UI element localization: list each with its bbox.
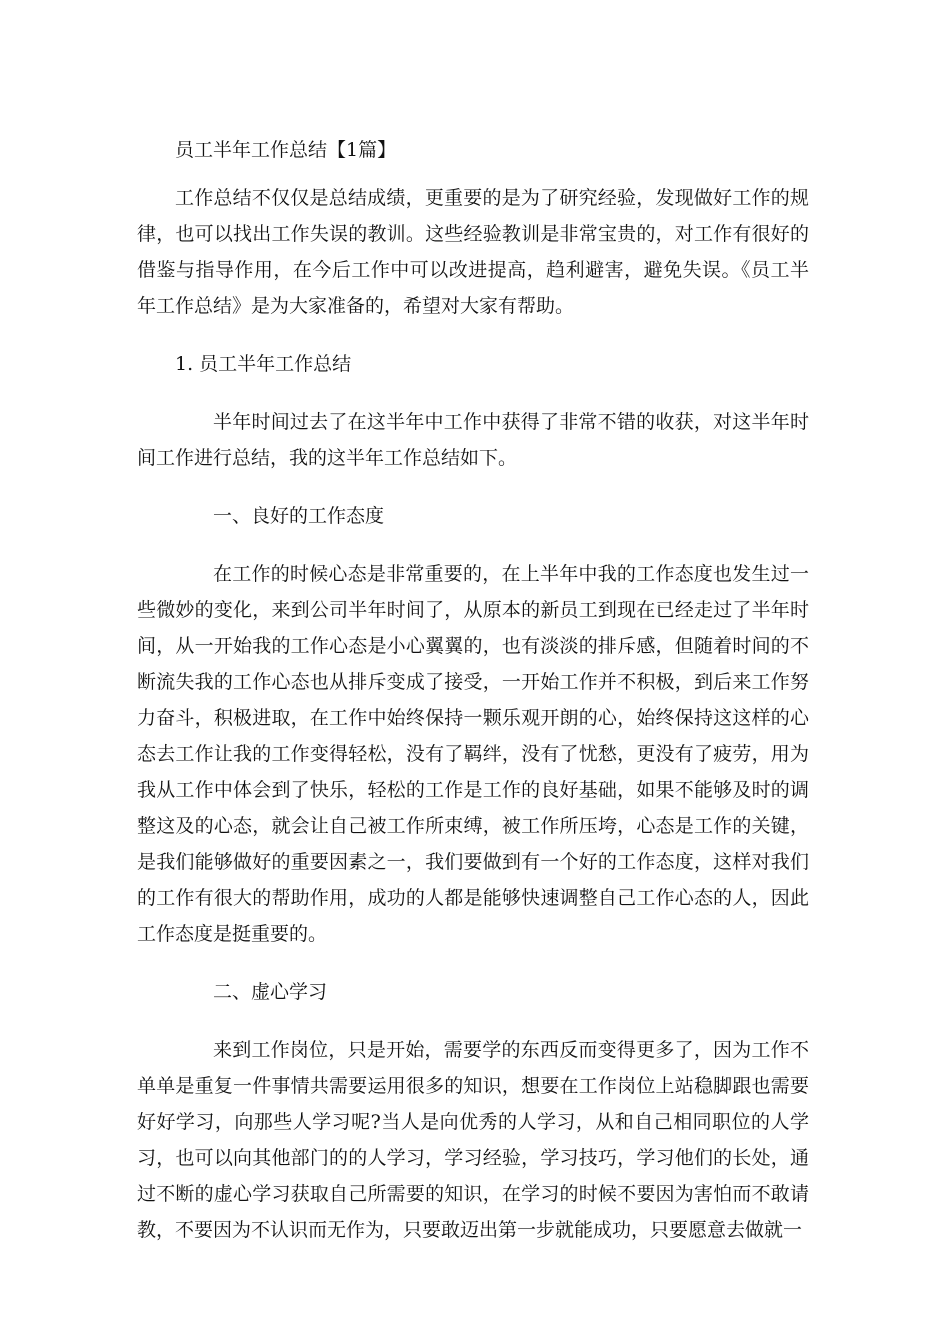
work-attitude-paragraph: 在工作的时候心态是非常重要的，在上半年中我的工作态度也发生过一些微妙的变化，来到公司半年时间了，从原本的新员工到现在已经走过了半年时间，从一开始我的工作心态是小心翼翼的，也有淡淡的排斥感，但随着时间的不断流失我的工作心态也从排斥变成了接受，一开始工作并不积极，到后来工作努力奋斗，积极进取，在工作中始终保持一颗乐观开朗的心，始终保持这这样的心态去工作让我的工作变得轻松，没有了羁绊，没有了忧愁，更没有了疲劳，用为我从工作中体会到了快乐，轻松的工作是工作的良好基础，如果不能够及时的调整这及的心态，就会让自己被工作所束缚，被工作所压垮，心态是工作的关键，是我们能够做好的重要因素之一，我们要做到有一个好的工作态度，这样对我们的工作有很大的帮助作用，成功的人都是能够快速调整自己工作心态的人，因此工作态度是挺重要的。 (137, 563, 809, 945)
subheading-work-attitude: 一、良好的工作态度 (213, 505, 385, 527)
intro-paragraph: 工作总结不仅仅是总结成绩，更重要的是为了研究经验，发现做好工作的规律，也可以找出工作失误的教训。这些经验教训是非常宝贵的，对工作有很好的借鉴与指导作用，在今后工作中可以改进提高，趋利避害，避免失误。《员工半年工作总结》是为大家准备的，希望对大家有帮助。 (137, 187, 809, 317)
section-heading: 1. 员工半年工作总结 (175, 353, 352, 375)
document-body (137, 130, 809, 1270)
humble-learning-paragraph: 来到工作岗位，只是开始，需要学的东西反而变得更多了，因为工作不单单是重复一件事情共需要运用很多的知识，想要在工作岗位上站稳脚跟也需要好好学习，向那些人学习呢?当人是向优秀的人学习，从和自己相同职位的人学习，也可以向其他部门的的人学习，学习经验，学习技巧，学习他们的长处，通过不断的虚心学习获取自己所需要的知识，在学习的时候不要因为害怕而不敢请教，不要因为不认识而无作为，只要敢迈出第一步就能成功，只要愿意去做就一 (137, 1039, 809, 1241)
document-title: 员工半年工作总结【1篇】 (175, 139, 397, 161)
opening-paragraph: 半年时间过去了在这半年中工作中获得了非常不错的收获，对这半年时间工作进行总结，我的这半年工作总结如下。 (137, 411, 809, 469)
subheading-humble-learning: 二、虚心学习 (213, 981, 328, 1003)
